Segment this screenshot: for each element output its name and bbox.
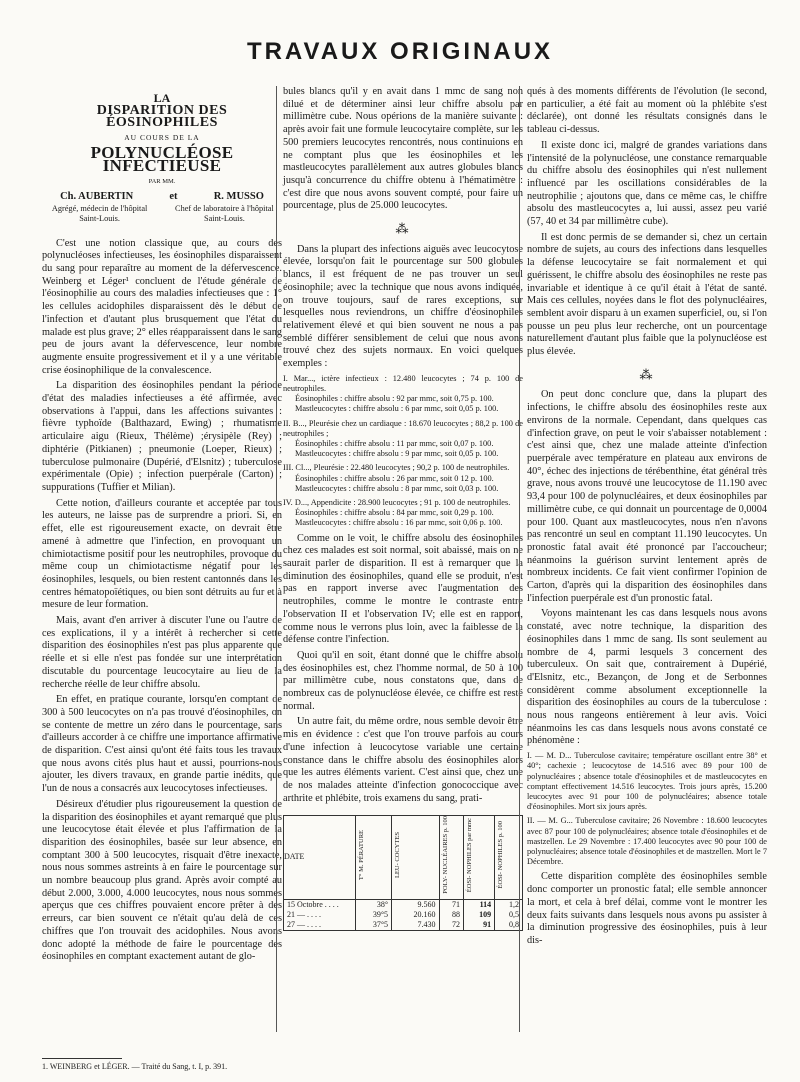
case-head: IV. D..., Appendicite : 28.900 leucocytes ; 91 p. 100 de neutrophiles.: [283, 498, 511, 507]
case-eosino: Éosinophiles : chiffre absolu : 84 par mmc, soit 0,29 p. 100.: [295, 508, 494, 518]
paragraph: Cette notion, d'ailleurs courante et acceptée par tous les auteurs, ne laisse pas de surprendre a priori. Si, en effet, elle est rigoureusement exacte, on devrait être amené à admettre que l'infection, en provoquant un chimiotactisme positif pour les neutrophiles, provoque du même coup un chimiotactisme négatif pour les éosinophiles, lesquels, ou bien restent cantonnés dans les centres hématopoïétiques, ou bien sont détruits au fur et à mesure de leur formation.: [42, 497, 282, 611]
footnote-rule: [42, 1058, 122, 1059]
case-list: [283, 374, 523, 529]
case-item: [283, 463, 523, 494]
case-item: [283, 374, 523, 415]
author-and: et: [169, 190, 178, 202]
title-main: DISPARITION DES ÉOSINOPHILES: [96, 102, 228, 131]
title-big: POLYNUCLÉOSE INFECTIEUSE: [90, 142, 234, 175]
title-la: LA: [153, 91, 171, 105]
case-item: I. — M. D... Tuberculose cavitaire; température oscillant entre 38° et 40°; cachexie ; leucocytose de 14.516 avec 89 pour 100 de polynucléaires ; absence totale d'éosinophiles et de mastleucocytes en comptant effectivement 14.516 leucocytes. Trois jours après, 15.200 leucocytes avec 91 pour 100 de polynucléaires; absence totale d'éosinophiles. Mort six jours après.: [527, 751, 767, 812]
case-head: III. Cl..., Pleurésie : 22.480 leucocytes ; 90,2 p. 100 de neutrophiles.: [283, 463, 510, 473]
case-mast: Mastleucocytes : chiffre absolu : 16 par mmc, soit 0,06 p. 100.: [295, 518, 503, 528]
case-item: II. — M. G... Tuberculose cavitaire; 26 Novembre : 18.600 leucocytes avec 87 pour 100 de polynucléaires; absence totale d'éosinophiles et de mastzellen. Le 29 Novembre : 17.400 leucocytes avec 90 pour 100 de polynucléaires; absence totale d'éosinophiles et de mastzellen. Mort le 7 Décembre.: [527, 816, 767, 867]
column-2: [283, 86, 523, 931]
case-head: II. B..., Pleurésie chez un cardiaque : 18.670 leucocytes ; 88,2 p. 100 de neutrophiles ;: [283, 418, 523, 438]
footnote: 1. WEINBERG et LÉGER. — Traité du Sang, t. I, p. 391.: [42, 1062, 228, 1071]
case-eosino: Éosinophiles : chiffre absolu : 26 par mmc, soit 0 12 p. 100.: [295, 473, 494, 483]
paragraph: Un autre fait, du même ordre, nous semble devoir être mis en évidence : c'est que l'on trouve parfois au cours d'une infection à leucocytose variable une certaine constance dans le chiffre absolu des éosinophiles alors que les autres éléments varient. C'est ainsi que, chez une de nos malades atteinte d'infection gonococcique avec arthrite et phlébite, trois examens du sang, prati-: [283, 716, 523, 804]
section-stars: ⁂: [395, 221, 411, 237]
paragraph: Il est donc permis de se demander si, chez un certain nombre de sujets, au cours des infections dans lesquelles la défense leucocytaire se fait normalement et qui guérissent, le chiffre absolu des éosinophiles ne reste pas invariable et identique à ce qu'il était à l'état de santé. Mais ces cellules, noyées dans le flot des polynucléaires, semblent avoir disparu à un examen superficiel, ou, si l'on pousse un peu plus leur recherche, ont un pourcentage naturellement d'autant plus faible que la polynucléose est plus élevée.: [527, 231, 767, 358]
author-1-affiliation: Agrégé, médecin de l'hôpital Saint-Louis.: [51, 203, 148, 223]
case-item: [283, 419, 523, 460]
table-header-row: [284, 816, 523, 899]
paragraph: Mais, avant d'en arriver à discuter l'une ou l'autre de ces explications, il y a intérêt à rechercher si cette disparition des éosinophiles n'est pas plus apparente que réelle et si elle n'est pas fondée sur une interprétation discutable du pourcentage leucocytaire au lieu de la recherche réelle de leur chiffre absolu.: [42, 615, 282, 690]
column-divider: [519, 86, 520, 1032]
column-divider: [276, 86, 277, 1032]
case-mast: Mastleucocytes : chiffre absolu : 6 par mmc, soit 0,05 p. 100.: [295, 404, 499, 414]
table-row: 27 — . . . . 37°5 7.430 72 91 0,8: [284, 920, 523, 931]
column-3: [527, 86, 767, 951]
paragraph: Quoi qu'il en soit, étant donné que le chiffre absolu des éosinophiles est, chez l'homme normal, de 50 à 100 par millimètre cube, nous constatons que, dans de nombreux cas de polynucléose élevée, ce chiffre est resté normal.: [283, 649, 523, 712]
paragraph: En effet, en pratique courante, lorsqu'en comptant de 300 à 500 leucocytes on n'a pas trouvé d'éosinophiles, on se contente de mettre un zéro dans le pourcentage, sans d'ailleurs accorder à ce chiffre une importance affirmative de disparition. C'est ainsi qu'ont été faits tous les travaux que nous avons cités plus haut et aussi, pourrions-nous ajouter, les divers travaux, en grande partie inédits, que l'un de nous a consacrés aux leucocytoses infectieuses.: [42, 694, 282, 795]
paragraph: bules blancs qu'il y en avait dans 1 mmc de sang non dilué et de déterminer ainsi leur chiffre absolu par millimètre cube. Nous opérions de la manière suivante : après avoir fait une formule leucocytaire complète, sur les 500 premiers leucocytes rencontrés, nous continuions en ne comptant plus que les éosinophiles et les mastleucocytes parallèlement aux autres globules blancs jusqu'à concurrence du chiffre obtenu à l'hématimètre : c'est dire que nous avons souvent compté, pour faire un pourcentage, plus de 25.000 leucocytes.: [283, 86, 523, 212]
data-table: [283, 815, 523, 930]
case-list: [527, 751, 767, 867]
paragraph: Voyons maintenant les cas dans lesquels nous avons constaté, avec notre technique, la disparition des éosinophiles dans 1 mmc de sang. Ils sont seulement au nombre de 4, parmi lesquels 3 concernent des tuberculeux. On sait que, contrairement à Dupérié, d'Elsnitz, etc., Bezançon, de Jong et de Serbonnes considèrent comme absolument exceptionnelle la disparition des éosinophiles au cours de la tuberculose : nous nous rangeons entièrement à leur avis. Voici néanmoins les cas dans lesquels nous avons constaté ce phénomène :: [527, 608, 767, 747]
author-2-name: R. MUSSO: [213, 190, 264, 202]
case-eosino: Éosinophiles : chiffre absolu : 11 par mmc, soit 0,07 p. 100.: [295, 438, 494, 448]
title-sub: AU COURS DE LA: [124, 133, 200, 143]
table-header: T° M. PÉRATURE: [355, 816, 391, 899]
paragraph: Dans la plupart des infections aiguës avec leucocytose élevée, lorsqu'on fait le pourcentage sur 500 globules blancs, il est fréquent de ne pas trouver un seul éosinophile; avec la technique que nous avons indiquée, on trouve toujours, sauf de rares exceptions, sur lesquelles nous reviendrons, un chiffre d'éosinophiles relativement élevé et qui bien souvent ne nous a pas semblé différer sensiblement de celui que nous avons trouvé chez des sujets normaux. En voici quelques exemples :: [283, 243, 523, 370]
table-row: 15 Octobre . . . . 38° 9.560 71 114 1,2: [284, 899, 523, 910]
authors: [42, 191, 282, 204]
paragraph: Comme on le voit, le chiffre absolu des éosinophiles chez ces malades est soit normal, soit abaissé, mais on ne saurait parler de disparition. Il est à remarquer que la diminution des éosinophiles, quand elle se produit, n'est pas en rapport inverse avec l'augmentation des neutrophiles, comme le montre le contraste entre l'observation II et l'observation IV; elle est en rapport, comme nous le verrons plus loin, avec la faiblesse de la défense contre l'infection.: [283, 532, 523, 646]
paragraph: C'est une notion classique que, au cours des polynucléoses infectieuses, les éosinophiles disparaissent du sang pour reparaître au moment de la défervescence. Weinberg et Léger¹ concluent de l'étude générale de l'éosinophilie au cours des maladies infectieuses que : 1° les cellules acidophiles disparaissent dès le début de l'infection et d'autant plus brusquement que l'état du malade est plus grave; 2° elles réapparaissent dans le sang peu de jours avant la défervescence, leur nombre augmente ensuite progressivement et il y a une véritable crise éosinophilique de la convalescence.: [42, 237, 282, 376]
case-head: I. Mar..., ictère infectieux : 12.480 leucocytes ; 74 p. 100 de neutrophiles.: [283, 373, 523, 393]
table-header: DATE: [284, 816, 356, 899]
section-stars: ⁂: [639, 366, 655, 382]
paragraph: La disparition des éosinophiles pendant la période d'état des maladies infectieuses a été affirmée, avec observations à l'appui, dans les affections suivantes : fièvre typhoïde (Balthazard, Ewing) ; rhumatisme articulaire aigu (Rieux, Thélème) ;érysipèle (Rey) ; diphtérie (Pitkianen) ; pneumonie (Loeper, Rieux) ; tuberculose pulmonaire (Dupérié, d'Elsnitz) ; tuberculose expérimentale (Opie) ; infection puerpérale (Carton) ; suppurations (Tuffier et Milian).: [42, 380, 282, 493]
case-mast: Mastleucocytes : chiffre absolu : 8 par mmc, soit 0,03 p. 100.: [295, 483, 499, 493]
author-1-name: Ch. AUBERTIN: [60, 190, 134, 202]
table-row: 21 — . . . . 39°5 20.160 88 109 0,5: [284, 910, 523, 920]
affiliations: [42, 204, 282, 224]
table-header: ÉOSI- NOPHILES par mmc: [464, 816, 495, 899]
table-header: LEU- COCYTES: [392, 816, 439, 899]
section-header: TRAVAUX ORIGINAUX: [246, 38, 554, 65]
paragraph: qués à des moments différents de l'évolution (le second, en particulier, a été fait au moment où la phlébite s'est déclarée), ont donné les résultats consignés dans le tableau ci-dessus.: [527, 86, 767, 136]
paragraph: Il existe donc ici, malgré de grandes variations dans l'intensité de la polynucléose, une constance remarquable du chiffre absolu des éosinophiles qui n'est nullement influencé par les oscillations considérables de la neutrophilie ; ajoutons que, dans ce même cas, le chiffre absolu des mastleucocytes a, lui aussi, assez peu varié (57, 40 et 34 par millimètre cube).: [527, 139, 767, 228]
column-1: [42, 86, 282, 967]
table-header: ÉOSI- NOPHILES p. 100: [495, 816, 523, 899]
title-par: PAR MM.: [148, 178, 176, 186]
table-header: POLY- NUCLÉAIRES p. 100: [439, 816, 464, 899]
case-mast: Mastleucocytes : chiffre absolu : 9 par mmc, soit 0,05 p. 100.: [295, 449, 499, 459]
case-item: [283, 498, 523, 529]
paragraph: On peut donc conclure que, dans la plupart des infections, le chiffre absolu des éosinophiles reste aux environs de la normale. Cependant, dans quelques cas d'infection grave, on peut le voir s'abaisser notablement : c'est ainsi que, chez une malade atteinte d'infection puerpérale avec température en plateau aux environs de 40°, échec des injections de térébenthine, état général très grave, nous avons trouvé une leucocytose de 11.190 avec 93,4 pour 100 de polynucléaires, et deux éosinophiles par millimètre cube, ce qui donnait un pourcentage de 0,0004 pour 100. Quant aux mastleucocytes, nous n'en n'avons pas rencontré un seul en comptant 11.190 leucocytes. Un pronostic fatal avait été prononcé par l'accoucheur; néanmoins la guérison survint lentement après de nombreux incidents. Ce fait vient confirmer l'opinion de Carton, d'après qui la disparition des éosinophiles dans l'infection puerpérale est d'un pronostic fatal.: [527, 389, 767, 604]
paragraph: Désireux d'étudier plus rigoureusement la question de la disparition des éosinophiles et ayant remarqué que plus une leucocytose était élevée et plus l'affirmation de la disparition des éosinophiles, basée sur leur absence, en comptant 300 à 500 leucocytes, risquait d'être inexacte, nous nous sommes astreints à en faire le pourcentage sur un nombre beaucoup plus grand. Après avoir compté au début 2.000, 3.000, 4.000 leucocytes, nous nous sommes aperçus que ces chiffres pouvaient encore prêter à des erreurs, car bien souvent ce n'était qu'au delà de ces chiffres que l'on trouvait des acidophiles. Nous avons donc adopté la méthode de faire le pourcentage des éosinophiles en comptant exactement autant de glo-: [42, 798, 282, 963]
case-eosino: Éosinophiles : chiffre absolu : 92 par mmc, soit 0,75 p. 100.: [295, 394, 494, 404]
paragraph: Cette disparition complète des éosinophiles semble donc comporter un pronostic fatal; elle semble annoncer la mort, et cela à bref délai, comme vont le montrer les deux faits suivants dans lesquels nous avons pu assister à la diminution progressive des éosinophiles, puis à leur dis-: [527, 871, 767, 946]
author-2-affiliation: Chef de laboratoire à l'hôpital Saint-Louis.: [175, 203, 274, 223]
